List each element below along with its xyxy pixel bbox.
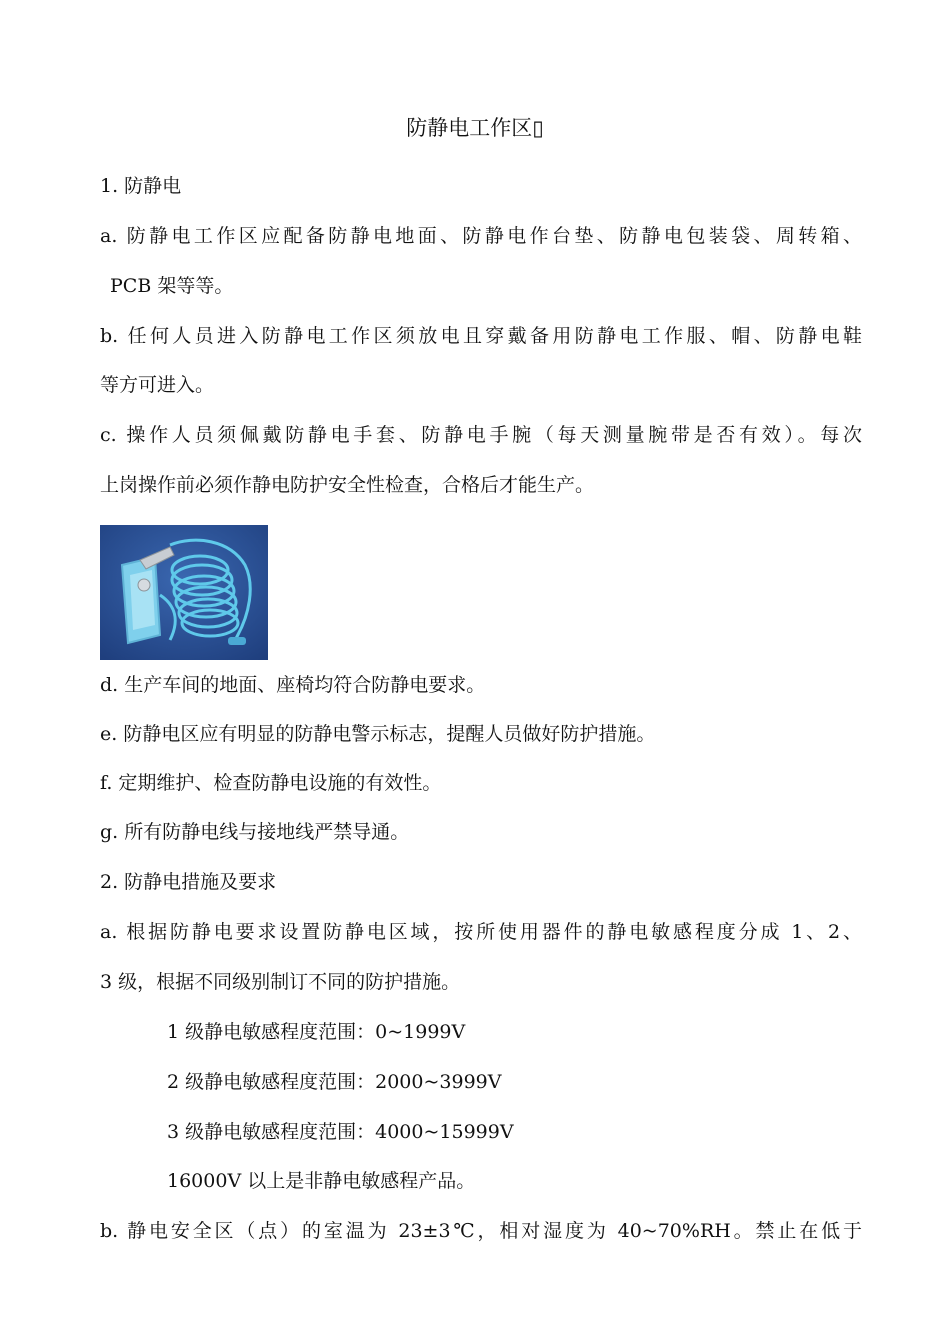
wrist-strap-photo	[100, 525, 268, 660]
level-range-line: 1 级静电敏感程度范围：0~1999V	[167, 1021, 466, 1043]
paragraph-line: a. 防静电工作区应配备防静电地面、防静电作台垫、防静电包装袋、周转箱、	[100, 225, 862, 247]
paragraph-line: c. 操作人员须佩戴防静电手套、防静电手腕（每天测量腕带是否有效）。每次	[100, 424, 862, 446]
paragraph-line: d. 生产车间的地面、座椅均符合防静电要求。	[100, 674, 486, 696]
paragraph-line: 等方可进入。	[100, 374, 215, 396]
paragraph-line: PCB 架等等。	[110, 275, 234, 297]
paragraph-line: 上岗操作前必须作静电防护安全性检查，合格后才能生产。	[100, 474, 595, 496]
paragraph-line: g. 所有防静电线与接地线严禁导通。	[100, 821, 410, 843]
paragraph-line: a. 根据防静电要求设置防静电区域，按所使用器件的静电敏感程度分成 1、2、	[100, 921, 862, 943]
level-range-line: 3 级静电敏感程度范围：4000~15999V	[167, 1121, 514, 1143]
section-heading-2: 2. 防静电措施及要求	[100, 871, 277, 893]
section-heading-1: 1. 防静电	[100, 175, 182, 197]
level-range-line: 2 级静电敏感程度范围：2000~3999V	[167, 1071, 502, 1093]
paragraph-line: e. 防静电区应有明显的防静电警示标志，提醒人员做好防护措施。	[100, 723, 656, 745]
wrist-strap-icon	[100, 525, 268, 660]
paragraph-line: b. 任何人员进入防静电工作区须放电且穿戴备用防静电工作服、帽、防静电鞋	[100, 325, 862, 347]
page-title: 防静电工作区▯	[406, 116, 544, 140]
paragraph-line: b. 静电安全区（点）的室温为 23±3℃，相对湿度为 40~70%RH。禁止在低于	[100, 1220, 862, 1242]
paragraph-line: f. 定期维护、检查防静电设施的有效性。	[100, 772, 442, 794]
paragraph-line: 3 级，根据不同级别制订不同的防护措施。	[100, 971, 461, 993]
level-range-line: 16000V 以上是非静电敏感程产品。	[167, 1170, 476, 1192]
